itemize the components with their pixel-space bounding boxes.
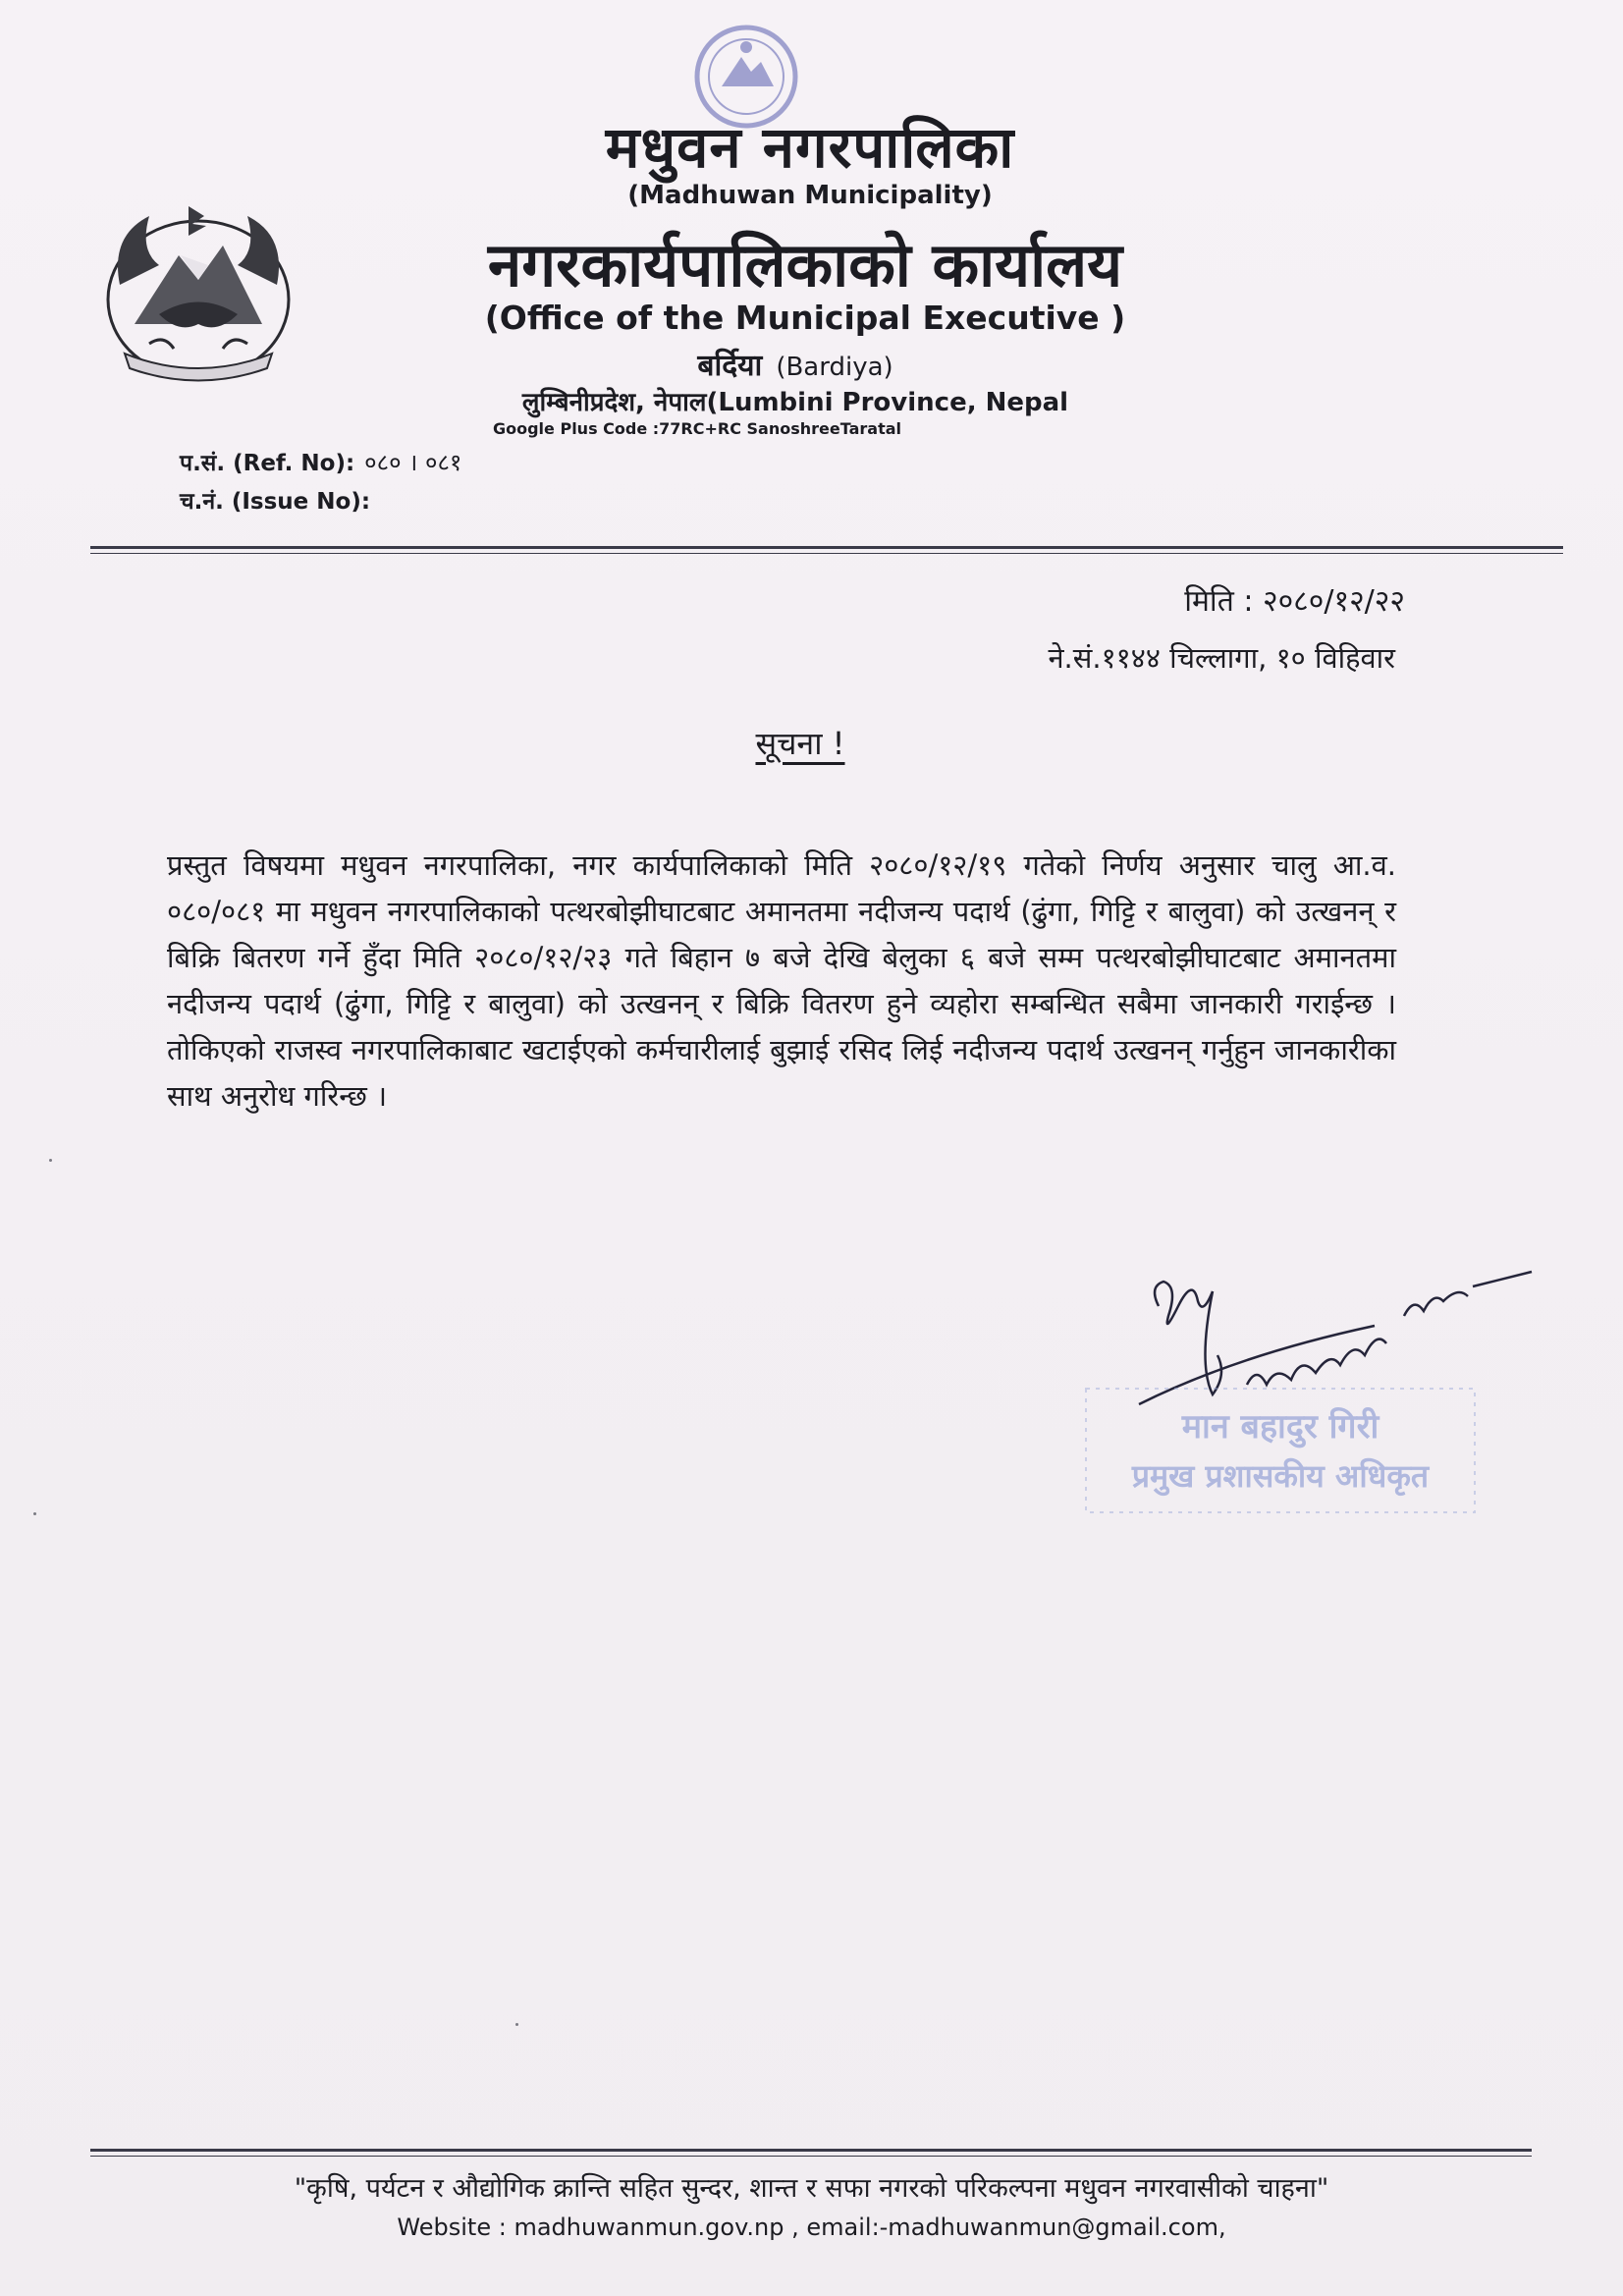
notice-subject: सूचना ! xyxy=(755,725,845,762)
seal-title: प्रमुख प्रशासकीय अधिकृत xyxy=(1131,1457,1430,1495)
ref-value: ०८० । ०८१ xyxy=(364,449,462,476)
province: लुम्बिनीप्रदेश, नेपाल(Lumbini Province, Nepal xyxy=(521,388,1069,417)
office-name-en: (Office of the Municipal Executive ) xyxy=(484,299,1126,337)
scan-speck xyxy=(33,1512,36,1515)
footer-divider-thin xyxy=(90,2156,1532,2157)
nepal-emblem-icon xyxy=(90,196,306,393)
issue-no-label: च.नं. (Issue No): xyxy=(180,489,371,515)
notice-body: प्रस्तुत विषयमा मधुवन नगरपालिका, नगर कार्यपालिकाको मिति २०८०/१२/१९ गतेको निर्णय अनुसार चालु आ.व. ०८०/०८१ मा मधुवन नगरपालिकाको पत्थरबोझीघाटबाट अमानतमा नदीजन्य पदार्थ (ढुंगा, गिट्टि र बालुवा) को उत्खनन् र बिक्रि बितरण गर्ने हुँदा मिति २०८०/१२/२३ गते बिहान ७ बजे देखि बेलुका ६ बजे सम्म पत्थरबोझीघाटबाट अमानतमा नदीजन्य पदार्थ (ढुंगा, गिट्टि र बालुवा) को उत्खनन् र बिक्रि वितरण हुने व्यहोरा सम्बन्धित सबैमा जानकारी गराईन्छ । तोकिएको राजस्व नगरपालिकाबाट खटाईएको कर्मचारीलाई बुझाई रसिद लिई नदीजन्य पदार्थ उत्खनन् गर्नुहुन जानकारीका साथ अनुरोध गरिन्छ । xyxy=(167,848,1396,1113)
ref-label: प.सं. (Ref. No): xyxy=(180,451,355,476)
date-line-1: मिति : २०८०/१२/२२ xyxy=(1184,584,1405,619)
header-divider xyxy=(90,546,1563,549)
municipality-name-en: (Madhuwan Municipality) xyxy=(627,181,993,210)
scan-speck xyxy=(515,2023,518,2026)
ref-no xyxy=(180,446,461,478)
header-divider-thin xyxy=(90,553,1563,554)
seal-name: मान बहादुर गिरी xyxy=(1181,1407,1380,1447)
office-name-np: नगरकार्यपालिकाको कार्यालय xyxy=(487,229,1123,301)
municipality-name-np: मधुवन नगरपालिका xyxy=(605,114,1015,181)
scan-speck xyxy=(49,1159,52,1162)
district xyxy=(628,344,962,384)
date-line-2: ने.सं.११४४ चिल्लागा, १० विहिवार xyxy=(1048,641,1395,675)
district-en: (Bardiya) xyxy=(776,353,893,382)
district-np: बर्दिया xyxy=(697,349,763,383)
footer-divider xyxy=(90,2149,1532,2152)
google-plus-code: Google Plus Code :77RC+RC SanoshreeTaratal xyxy=(492,419,902,438)
officer-seal xyxy=(1084,1387,1477,1514)
footer-motto: "कृषि, पर्यटन र औद्योगिक क्रान्ति सहित सुन्दर, शान्त र सफा नगरको परिकल्पना मधुवन नगरवासीको चाहना" xyxy=(294,2173,1329,2204)
footer-website: Website : madhuwanmun.gov.np , email:-madhuwanmun@gmail.com, xyxy=(397,2214,1226,2241)
